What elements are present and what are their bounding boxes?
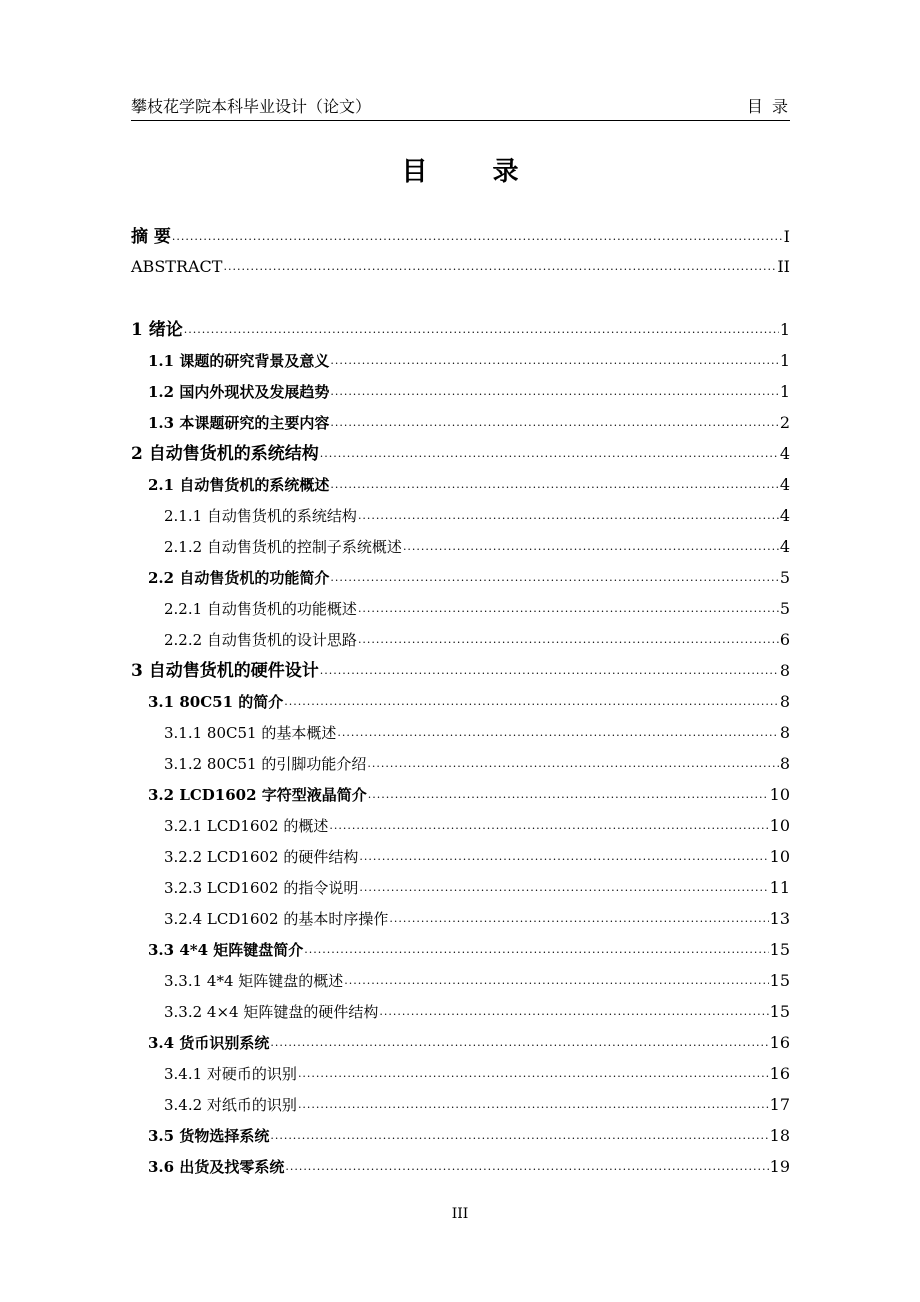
toc-entry[interactable] [131, 659, 790, 681]
toc-entry-page-number: 5 [779, 599, 790, 618]
toc-entry-page-number: 1 [779, 320, 790, 339]
toc-entry-page-number: 4 [779, 444, 790, 463]
toc-entry[interactable] [131, 1000, 790, 1022]
toc-entry[interactable] [131, 628, 790, 650]
toc-entry-page-number: 1 [779, 351, 790, 370]
toc-entry[interactable] [131, 1155, 790, 1177]
toc-entry-label: 3.2.4 LCD1602 的基本时序操作 [164, 910, 389, 928]
toc-entry-page-number: 10 [769, 847, 790, 866]
toc-dot-leader [304, 940, 768, 960]
toc-dot-leader [172, 227, 783, 247]
toc-entry-label: 3.1.2 80C51 的引脚功能介绍 [164, 755, 367, 773]
toc-entry[interactable] [131, 597, 790, 619]
toc-entry-page-number: 18 [769, 1126, 790, 1145]
toc-entry[interactable] [131, 504, 790, 526]
toc-entry-page-number: 8 [779, 661, 790, 680]
toc-entry-label: 3.1 80C51 的简介 [148, 693, 284, 711]
toc-dot-leader [330, 475, 778, 495]
toc-entry-label: 3.2.1 LCD1602 的概述 [164, 817, 329, 835]
toc-entry-page-number: 5 [779, 568, 790, 587]
toc-entry-page-number: 16 [769, 1033, 790, 1052]
toc-entry-page-number: 1 [779, 382, 790, 401]
toc-entry[interactable] [131, 442, 790, 464]
toc-entry[interactable] [131, 690, 790, 712]
toc-entry-label: 3.3 4*4 矩阵键盘简介 [148, 941, 304, 959]
toc-entry-page-number: 11 [769, 878, 790, 897]
toc-entry-page-number: 15 [769, 971, 790, 990]
toc-entry-label: 3 自动售货机的硬件设计 [131, 661, 319, 681]
page-header [131, 96, 790, 121]
toc-entry-label: 2.2.2 自动售货机的设计思路 [164, 631, 357, 649]
toc-entry[interactable] [131, 411, 790, 433]
toc-entry[interactable] [131, 380, 790, 402]
toc-entry-label: 2.1 自动售货机的系统概述 [148, 476, 330, 494]
toc-dot-leader [329, 816, 768, 836]
toc-entry-page-number: 8 [779, 723, 790, 742]
toc-dot-leader [270, 1033, 768, 1053]
toc-entry[interactable] [131, 783, 790, 805]
toc-entry-page-number: 6 [779, 630, 790, 649]
toc-entry-page-number: 8 [779, 692, 790, 711]
toc-dot-leader [359, 878, 768, 898]
toc-dot-leader [270, 1126, 768, 1146]
toc-dot-leader [298, 1064, 769, 1084]
toc-entry-page-number: 4 [779, 506, 790, 525]
toc-entry-label: 2.1.2 自动售货机的控制子系统概述 [164, 538, 402, 556]
toc-entry[interactable] [131, 535, 790, 557]
toc-dot-leader [358, 599, 779, 619]
toc-entry-label: 摘 要 [131, 227, 171, 247]
toc-entry-page-number: 15 [769, 940, 790, 959]
toc-dot-leader [184, 320, 779, 340]
toc-dot-leader [337, 723, 778, 743]
toc-dot-leader [298, 1095, 769, 1115]
toc-entry[interactable] [131, 969, 790, 991]
toc-entry[interactable] [131, 318, 790, 340]
toc-dot-leader [367, 754, 778, 774]
header-right-text: 目 录 [746, 97, 790, 116]
toc-entry-label: 3.2 LCD1602 字符型液晶简介 [148, 786, 367, 804]
toc-entry[interactable] [131, 1093, 790, 1115]
toc-dot-leader [368, 785, 769, 805]
toc-entry[interactable] [131, 566, 790, 588]
toc-entry-label: 3.2.2 LCD1602 的硬件结构 [164, 848, 359, 866]
toc-entry-page-number: II [777, 257, 790, 276]
toc-dot-leader [330, 382, 778, 402]
toc-dot-leader [223, 257, 776, 277]
toc-entry-page-number: 2 [779, 413, 790, 432]
toc-dot-leader [359, 847, 768, 867]
toc-entry-page-number: 8 [779, 754, 790, 773]
toc-entry[interactable] [131, 473, 790, 495]
toc-entry[interactable] [131, 938, 790, 960]
toc-entry-label: 3.2.3 LCD1602 的指令说明 [164, 879, 359, 897]
toc-entry-label: 1 绪论 [131, 320, 183, 340]
header-left-text: 攀枝花学院本科毕业设计（论文） [131, 97, 372, 116]
toc-entry-page-number: 19 [769, 1157, 790, 1176]
toc-entry[interactable] [131, 814, 790, 836]
toc-dot-leader [330, 351, 778, 371]
toc-entry-page-number: 4 [779, 537, 790, 556]
page-number: III [451, 1206, 469, 1222]
toc-dot-leader [344, 971, 768, 991]
toc-entry-label: 3.4.1 对硬币的识别 [164, 1065, 297, 1083]
toc-dot-leader [284, 692, 779, 712]
toc-entry-label: 3.4.2 对纸币的识别 [164, 1096, 297, 1114]
toc-entry-page-number: 10 [769, 816, 790, 835]
toc-entry-label: 3.1.1 80C51 的基本概述 [164, 724, 337, 742]
toc-entry[interactable] [131, 907, 790, 929]
toc-entry-page-number: 4 [779, 475, 790, 494]
toc-entry-label: 2.2 自动售货机的功能简介 [148, 569, 330, 587]
toc-entry-label: 2.1.1 自动售货机的系统结构 [164, 507, 357, 525]
toc-entry-page-number: 10 [769, 785, 790, 804]
toc-dot-leader [320, 444, 779, 464]
toc-entry[interactable] [131, 255, 790, 277]
toc-entry-label: 3.3.1 4*4 矩阵键盘的概述 [164, 972, 344, 990]
toc-entry-page-number: 16 [769, 1064, 790, 1083]
toc-entry-label: 3.4 货币识别系统 [148, 1034, 270, 1052]
toc-dot-leader [330, 413, 778, 433]
toc-entry-label: 3.6 出货及找零系统 [148, 1158, 285, 1176]
page-title: 目 录 [401, 157, 547, 187]
toc-dot-leader [285, 1157, 768, 1177]
toc-entry-page-number: 13 [769, 909, 790, 928]
toc-entry-label: 2.2.1 自动售货机的功能概述 [164, 600, 357, 618]
toc-entry-page-number: I [783, 227, 790, 246]
toc-entry-label: 1.2 国内外现状及发展趋势 [148, 383, 330, 401]
toc-entry[interactable] [131, 349, 790, 371]
toc-entry-label: 2 自动售货机的系统结构 [131, 444, 319, 464]
toc-dot-leader [403, 537, 779, 557]
toc-dot-leader [358, 630, 779, 650]
toc-entry[interactable] [131, 845, 790, 867]
toc-dot-leader [389, 909, 768, 929]
toc-entry[interactable] [131, 225, 790, 247]
toc-entry[interactable] [131, 1031, 790, 1053]
toc-dot-leader [320, 661, 779, 681]
toc-entry-label: 1.1 课题的研究背景及意义 [148, 352, 330, 370]
toc-dot-leader [330, 568, 778, 588]
toc-entry[interactable] [131, 752, 790, 774]
toc-entry-label: ABSTRACT [131, 257, 223, 276]
toc-entry[interactable] [131, 876, 790, 898]
toc-entry[interactable] [131, 1124, 790, 1146]
toc-dot-leader [379, 1002, 768, 1022]
toc-entry[interactable] [131, 1062, 790, 1084]
toc-entry-label: 3.5 货物选择系统 [148, 1127, 270, 1145]
toc-entry-label: 3.3.2 4×4 矩阵键盘的硬件结构 [164, 1003, 379, 1021]
toc-entry[interactable] [131, 721, 790, 743]
toc-entry-page-number: 15 [769, 1002, 790, 1021]
toc-entry-label: 1.3 本课题研究的主要内容 [148, 414, 330, 432]
toc-dot-leader [358, 506, 779, 526]
toc-entry-page-number: 17 [769, 1095, 790, 1114]
